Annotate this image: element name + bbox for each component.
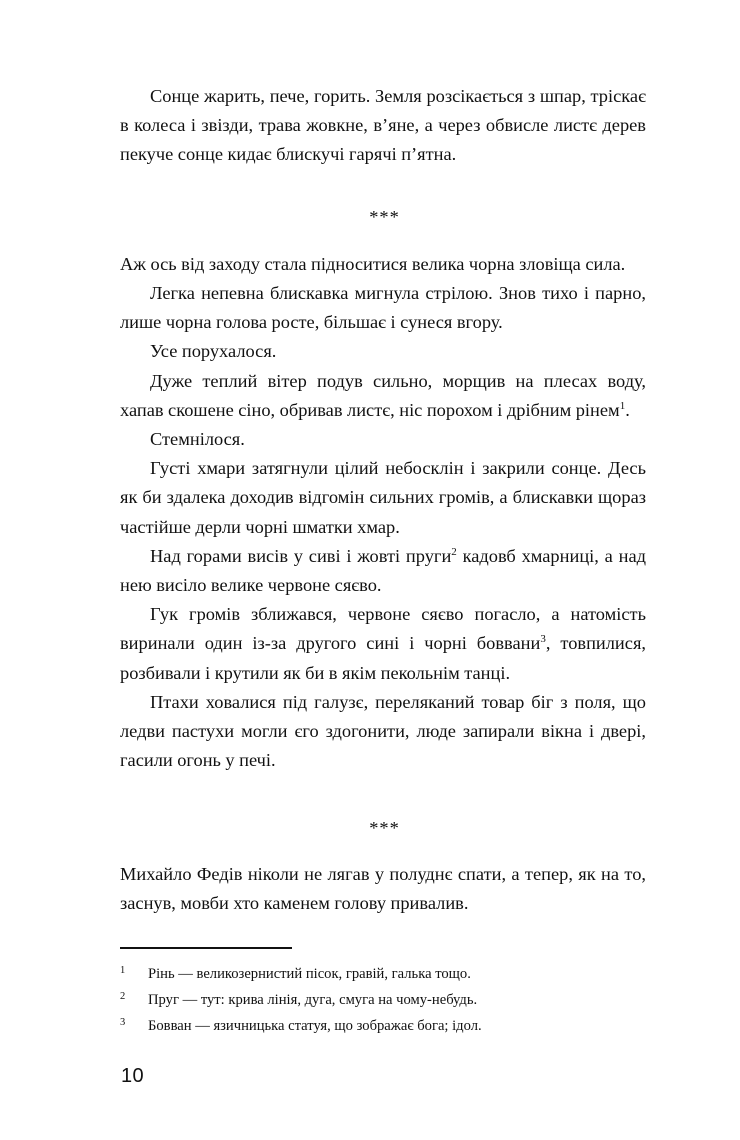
footnote-number-2: 2 — [120, 990, 126, 1002]
footnote-ref-1[interactable]: 1 — [619, 399, 626, 412]
footnote-item-1 — [120, 962, 646, 988]
paragraph-10: Птахи ховалися під галузє, переляканий товар біг з поля, що ледви пастухи могли єго здогонити, люде запирали вікна і двері, гасили огонь у печі. — [120, 691, 646, 771]
paragraph-9-text-after: , товпилися, розбивали і крутили як би в якім пекольнім танці. — [120, 633, 646, 683]
paragraph-5 — [120, 367, 646, 425]
footnote-number-1: 1 — [120, 964, 126, 976]
page-number: 10 — [121, 1065, 145, 1087]
footnote-text-1: Рінь — великозернистий пісок, гравій, галька тощо. — [148, 965, 471, 982]
paragraph-4: Усе порухалося. — [150, 341, 277, 362]
paragraph-11: Михайло Федів ніколи не лягав у полуднє спати, а тепер, як на то, заснув, мовби хто каменем голову привалив. — [120, 863, 646, 913]
footnote-number-3: 3 — [120, 1016, 126, 1028]
paragraph-1: Сонце жарить, пече, горить. Земля розсікається з шпар, тріскає в колеса і звізди, трава жовкне, в’яне, а через обвисле листє дерев пекуче сонце кидає блискучі гарячі п’ятна. — [120, 86, 646, 165]
page-body-content — [120, 82, 646, 918]
footnote-item-3 — [120, 1014, 646, 1040]
separator-top-spacer — [120, 170, 646, 203]
footnote-text-3: Бовван — язичницька статуя, що зображає бога; ідол. — [148, 1017, 482, 1034]
separator2-top-spacer — [120, 775, 646, 814]
paragraph-3: Легка непевна блискавка мигнула стрілою. Знов тихо і парно, лише чорна голова росте, більшає і сунеся вгору. — [120, 283, 646, 333]
footnotes-section — [120, 947, 646, 1040]
paragraph-8 — [120, 542, 646, 600]
paragraph-9-text-before: Гук громів зближався, червоне сяєво погасло, а натомість виринали один із-за другого сині і чорні боввани — [120, 604, 646, 654]
paragraph-8-text-after: кадовб хмарниці, а над нею висіло велике червоне сяєво. — [120, 545, 646, 596]
footnote-text-2: Пруг — тут: крива лінія, дуга, смуга на чому-небудь. — [148, 991, 478, 1008]
separator2-bottom-spacer — [120, 844, 646, 860]
footnote-separator-rule — [120, 947, 292, 949]
footnote-ref-2[interactable]: 2 — [451, 545, 457, 558]
paragraph-5-text-after: . — [625, 399, 630, 420]
paragraph-8-text-before: Над горами висів у сиві і жовті пруги — [150, 545, 452, 566]
section-separator-2: *** — [369, 818, 400, 839]
paragraph-7: Густі хмари затягнули цілий небосклін і закрили сонце. Десь як би здалека доходив відгомін сильних громів, а блискавки щораз частійше дерли чорні шматки хмар. — [120, 458, 646, 537]
paragraph-2: Аж ось від заходу стала підноситися велика чорна зловіща сила. — [120, 253, 626, 274]
section-separator-1: *** — [369, 206, 400, 227]
footnote-item-2 — [120, 988, 646, 1014]
footnote-ref-3[interactable]: 3 — [540, 633, 546, 646]
paragraph-9 — [120, 600, 646, 688]
separator-bottom-spacer — [120, 232, 646, 250]
paragraph-5-text-before: Дуже теплий вітер подув сильно, морщив на плесах воду, хапав скошене сіно, обривав листє, ніс порохом і дрібним рінем — [120, 370, 646, 420]
paragraph-6: Стемнілося. — [150, 429, 245, 450]
